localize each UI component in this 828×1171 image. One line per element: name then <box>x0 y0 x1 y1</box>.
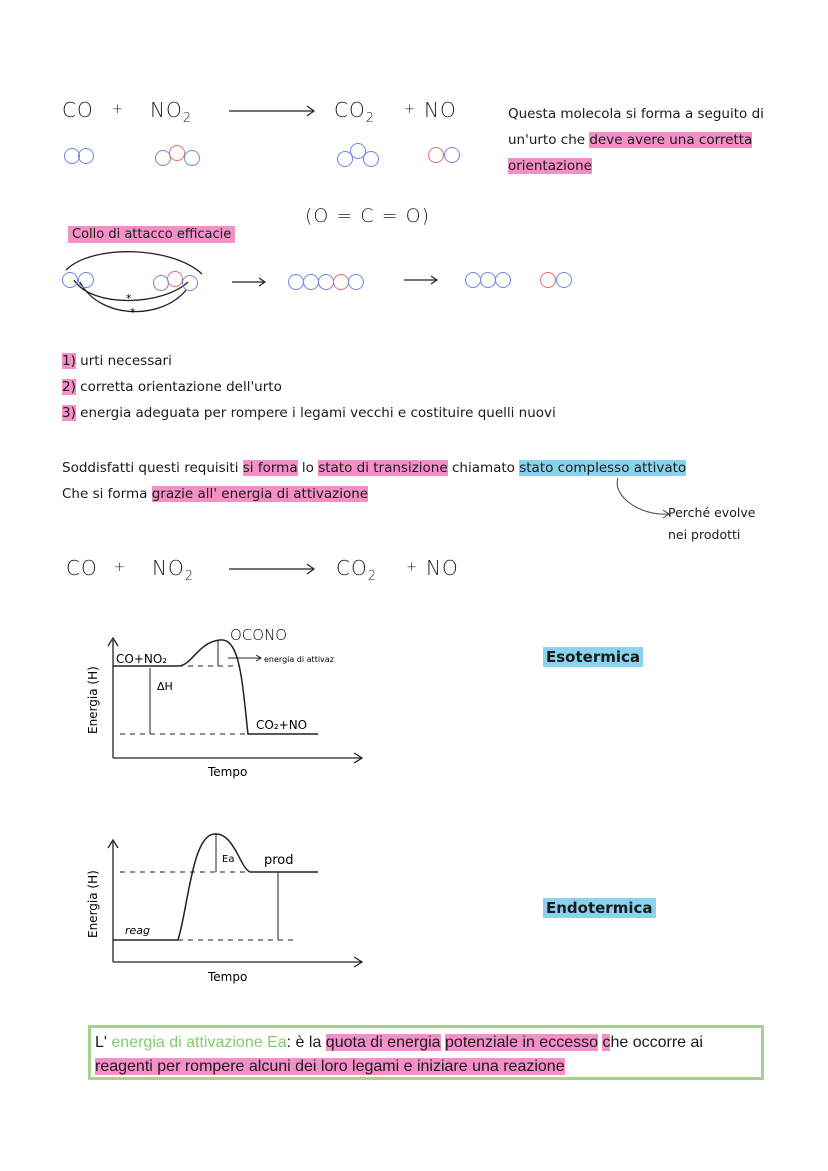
activation-label: energia di attivaz <box>264 655 334 664</box>
reactant-no2: $NO_2$ <box>152 556 194 584</box>
definition-line-2: reagenti per rompere alcuni dei loro legami e iniziare una reazione <box>95 1058 565 1075</box>
atom-circle <box>465 272 481 288</box>
product-co2: $CO_2$ <box>336 556 377 584</box>
atom-circle <box>169 145 185 161</box>
reactants-label: reag <box>125 924 151 937</box>
y-axis-label: Energia (H) <box>86 666 100 734</box>
y-axis <box>108 840 118 962</box>
atom-circle <box>78 148 94 164</box>
product-no: NO <box>424 98 457 122</box>
endothermic-title: Endotermica <box>543 898 656 918</box>
peak-label: OCONO <box>230 626 288 644</box>
reactant-co: CO <box>62 98 94 122</box>
plus-sign: + <box>112 102 124 117</box>
svg-text:*: * <box>130 306 136 319</box>
co2-structure: (O = C = O) <box>305 205 430 227</box>
activation-label: Ea <box>222 854 235 865</box>
atom-circle <box>495 272 511 288</box>
product-no: NO <box>426 556 459 580</box>
reaction-1 <box>62 98 472 128</box>
x-axis-label: Tempo <box>208 765 248 779</box>
atom-circle <box>444 147 460 163</box>
atom-circle <box>78 272 94 288</box>
list-item: 3) energia adeguata per rompere i legami vecchi e costituire quelli nuovi <box>62 405 556 421</box>
note-line-2: un'urto che deve avere una corretta <box>508 132 753 148</box>
exothermic-title: Esotermica <box>543 647 643 667</box>
requirements-list <box>62 348 762 426</box>
atom-circle <box>556 272 572 288</box>
x-axis <box>113 753 362 763</box>
product-co2: $CO_2$ <box>334 98 375 126</box>
atom-circle <box>167 271 183 287</box>
atom-circle <box>182 275 198 291</box>
plus-sign-2: + <box>406 560 418 575</box>
atom-circle <box>303 274 319 290</box>
transition-line-1: Soddisfatti questi requisiti si forma lo stato di transizione chiamato stato complesso attivato <box>62 460 687 476</box>
plus-sign: + <box>114 560 126 575</box>
atom-circle <box>428 147 444 163</box>
list-item: 1) urti necessari <box>62 353 172 369</box>
products-label: CO₂+NO <box>256 718 308 732</box>
atom-circle <box>540 272 556 288</box>
atom-circle <box>333 274 349 290</box>
reactants-label: CO+NO₂ <box>116 652 168 666</box>
atom-circle <box>184 150 200 166</box>
reactant-co: CO <box>66 556 98 580</box>
definition-box <box>88 1025 764 1080</box>
products-label: prod <box>264 853 294 868</box>
x-axis-label: Tempo <box>208 970 248 984</box>
transition-line-2: Che si forma grazie all' energia di attivazione <box>62 486 369 502</box>
reaction-arrow <box>227 104 317 118</box>
atom-circle <box>318 274 334 290</box>
side-note: Perché evolve nei prodotti <box>668 505 756 542</box>
atom-circle <box>62 272 78 288</box>
reaction-2 <box>66 556 476 586</box>
definition-line-1: L' energia di attivazione Ea: è la quota di energia potenziale in eccesso che occorre ai <box>95 1034 703 1051</box>
atom-circle <box>480 272 496 288</box>
note-line-1: Questa molecola si forma a seguito di <box>508 106 764 122</box>
exothermic-chart <box>80 620 380 785</box>
collision-label: Collo di attacco efficacie <box>68 226 235 243</box>
list-item: 2) corretta orientazione dell'urto <box>62 379 282 395</box>
atom-circle <box>288 274 304 290</box>
orientation-note <box>508 101 778 179</box>
atom-circle <box>348 274 364 290</box>
atom-circle <box>363 151 379 167</box>
reactant-no2: $NO_2$ <box>150 98 192 126</box>
y-axis-label: Energia (H) <box>86 870 100 938</box>
x-axis <box>113 957 362 967</box>
plus-sign-2: + <box>404 102 416 117</box>
delta-h-label: ΔH <box>157 680 173 693</box>
note-line-3: orientazione <box>508 158 592 174</box>
svg-text:*: * <box>126 292 132 305</box>
endothermic-chart <box>80 828 380 993</box>
reaction-arrow <box>227 562 317 576</box>
